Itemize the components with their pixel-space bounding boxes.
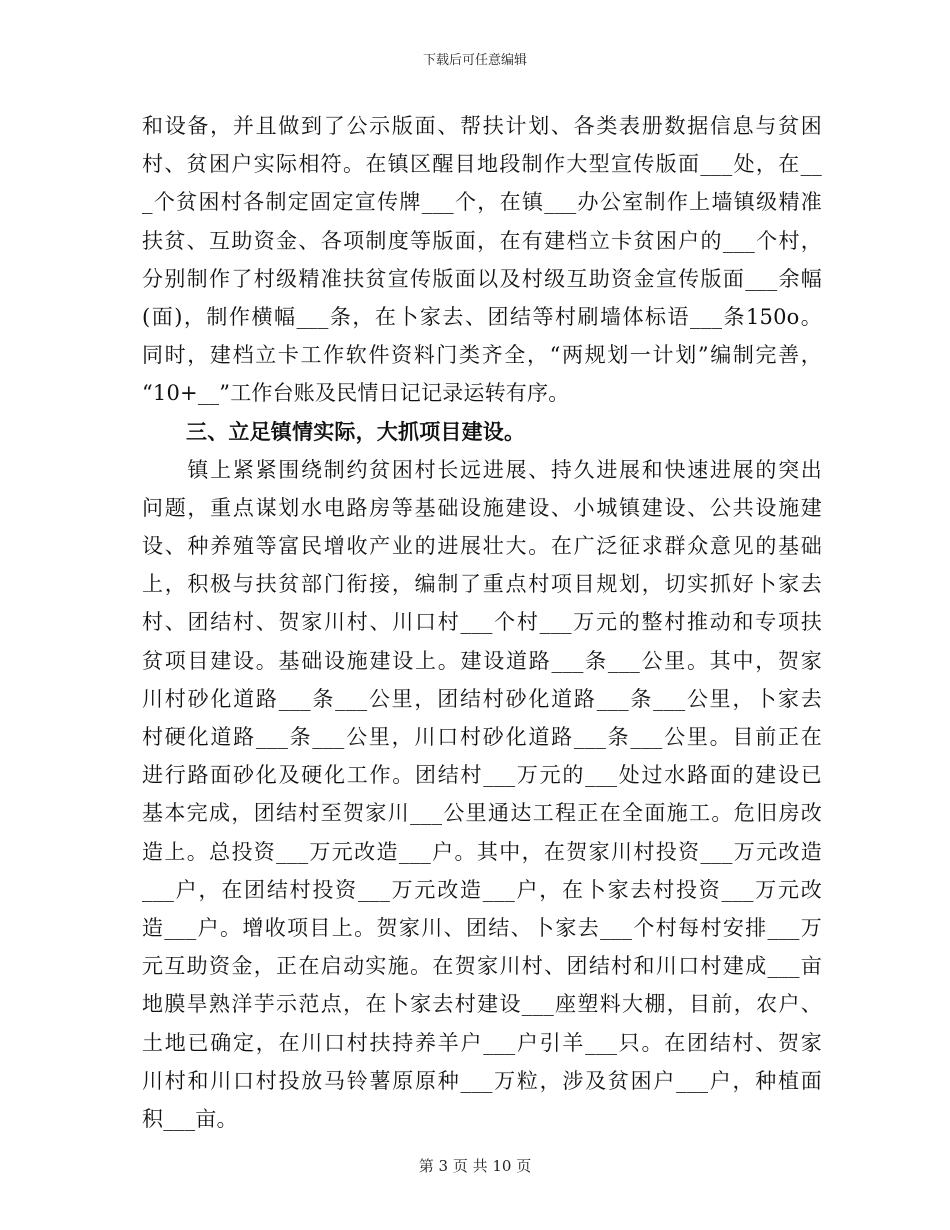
paragraph-line: 土地已确定，在川口村扶持养羊户___户引羊___只。在团结村、贺家 [142,1030,822,1055]
paragraph-line: 积___亩。 [142,1106,238,1131]
paragraph-line: 村硬化道路___条___公里，川口村砂化道路___条___公里。目前正在 [142,725,822,749]
text-line: 同时，建档立卡工作软件资料门类齐全，“两规划一计划”编制完善， [142,343,822,368]
text-line: 和设备，并且做到了公示版面、帮扶计划、各类表册数据信息与贫困 [142,114,822,138]
paragraph-line: 上，积极与扶贫部门衔接，编制了重点村项目规划，切实抓好卜家去 [142,572,822,597]
document-body [142,107,822,1138]
paragraph-line: 村、团结村、贺家川村、川口村___个村___万元的整村推动和专项扶 [142,610,822,635]
text-line: 村、贫困户实际相符。在镇区醒目地段制作大型宣传版面___处，在__ [142,152,822,177]
paragraph-line: ___户，在团结村投资___万元改造___户，在卜家去村投资___万元改 [142,877,822,902]
paragraph-line: 造上。总投资___万元改造___户。其中，在贺家川村投资___万元改造 [142,839,822,864]
paragraph-line: 设、种养殖等富民增收产业的进展壮大。在广泛征求群众意见的基础 [142,534,822,559]
paragraph-line: 地膜旱熟洋芋示范点，在卜家去村建设___座塑料大棚，目前，农户、 [142,992,822,1017]
paragraph-line: 造___户。增收项目上。贺家川、团结、卜家去___个村每村安排___万 [142,915,822,940]
paragraph-line: 进行路面砂化及硬化工作。团结村___万元的___处过水路面的建设已 [142,763,822,788]
page-footer: 第 3 页 共 10 页 [418,1157,532,1175]
paragraph-line: 元互助资金，正在启动实施。在贺家川村、团结村和川口村建成___亩 [142,954,822,979]
paragraph-line: 镇上紧紧围绕制约贫困村长远进展、持久进展和快速进展的突出 [142,457,822,482]
text-line: _个贫困村各制定固定宣传牌___个，在镇___办公室制作上墙镇级精准 [142,190,822,215]
text-line: 分别制作了村级精准扶贫宣传版面以及村级互助资金宣传版面___余幅 [142,266,822,291]
page-header: 下载后可任意编辑 [422,53,527,68]
paragraph-line: 川村砂化道路___条___公里，团结村砂化道路___条___公里，卜家去 [142,686,822,711]
text-line: 扶贫、互助资金、各项制度等版面，在有建档立卡贫困户的___个村， [142,228,822,253]
paragraph-line: 贫项目建设。基础设施建设上。建设道路___条___公里。其中，贺家 [142,648,822,673]
section-heading: 三、立足镇情实际，大抓项目建设。 [186,418,526,444]
text-line: (面)，制作横幅___条，在卜家去、团结等村刷墙体标语___条150o。 [142,304,822,329]
text-line: “10+__”工作台账及民情日记记录运转有序。 [142,381,570,406]
paragraph-line: 基本完成，团结村至贺家川___公里通达工程正在全面施工。危旧房改 [142,801,822,826]
paragraph-line: 川村和川口村投放马铃薯原原种___万粒，涉及贫困户___户，种植面 [142,1068,822,1093]
paragraph-line: 问题，重点谋划水电路房等基础设施建设、小城镇建设、公共设施建 [142,495,822,520]
